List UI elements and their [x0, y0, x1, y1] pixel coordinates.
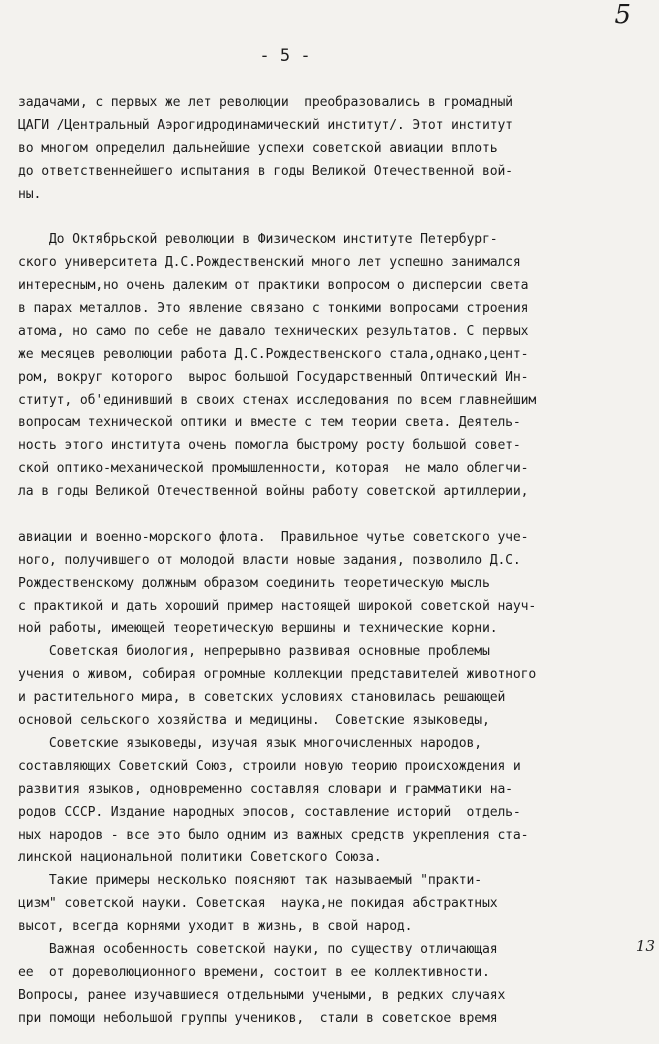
text-line: вопросам технической оптики и вместе с тем теории света. Деятель-: [18, 415, 521, 431]
text-line: во многом определил дальнейшие успехи советской авиации вплоть: [18, 140, 498, 156]
text-line: интересным,но очень далеким от практики вопросом о дисперсии света: [18, 278, 529, 294]
text-line: же месяцев революции работа Д.С.Рождественского стала,однако,цент-: [18, 346, 529, 362]
text-line: основой сельского хозяйства и медицины. Советские языковеды,: [18, 713, 490, 729]
text-line: при помощи небольшой группы учеников, стали в советское время: [18, 1010, 498, 1026]
text-line: авиации и военно-морского флота. Правильное чутье советского уче-: [18, 529, 529, 545]
text-line: ЦАГИ /Центральный Аэрогидродинамический институт/. Этот институт: [18, 117, 513, 133]
text-line: до ответственнейшего испытания в годы Великой Отечественной вой-: [18, 163, 513, 179]
text-line: ститут, об'единивший в своих стенах исследования по всем главнейшим: [18, 392, 537, 408]
text-line: линской национальной политики Советского Союза.: [18, 850, 382, 866]
text-line: учения о живом, собирая огромные коллекции представителей животного: [18, 667, 537, 683]
text-line: составляющих Советский Союз, строили новую теорию происхождения и: [18, 758, 521, 774]
text-line: цизм" советской науки. Советская наука,не покидая абстрактных: [18, 896, 498, 912]
page-number: - 5 -: [259, 46, 311, 66]
text-line: [18, 504, 658, 527]
text-line: До Октябрьской революции в Физическом институте Петербург-: [18, 232, 498, 248]
text-line: в парах металлов. Это явление связано с тонкими вопросами строения: [18, 301, 529, 317]
text-line: ее от дореволюционного времени, состоит в ее коллективности.: [18, 964, 490, 980]
text-line: ных народов - все это было одним из важных средств укрепления ста-: [18, 827, 529, 843]
text-line: Вопросы, ранее изучавшиеся отдельными учеными, в редких случаях: [18, 987, 506, 1003]
text-line: задачами, с первых же лет революции преобразовались в громадный: [18, 95, 513, 110]
text-line: ной работы, имеющей теоретическую вершины и технические корни.: [18, 621, 498, 637]
text-line: с практикой и дать хороший пример настоящей широкой советской науч-: [18, 598, 537, 614]
text-line: Важная особенность советской науки, по существу отличающая: [18, 941, 498, 957]
text-line: [18, 206, 658, 229]
text-line: Советская биология, непрерывно развивая основные проблемы: [18, 644, 490, 660]
text-line: Советские языковеды, изучая язык многочисленных народов,: [18, 735, 482, 751]
text-line: родов СССР. Издание народных эпосов, составление историй отдель-: [18, 804, 521, 820]
text-line: Рождественскому должным образом соединить теоретическую мысль: [18, 575, 490, 591]
text-line: атома, но само по себе не давало технических результатов. С первых: [18, 323, 529, 339]
text-line: ского университета Д.С.Рождественский много лет успешно занимался: [18, 255, 521, 271]
text-line: развития языков, одновременно составляя словари и грамматики на-: [18, 781, 513, 797]
text-line: и растительного мира, в советских условиях становилась решающей: [18, 690, 506, 706]
handwritten-page-number: 5: [614, 0, 631, 30]
margin-mark: 13: [635, 937, 655, 955]
text-line: ность этого института очень помогла быстрому росту большой совет-: [18, 438, 521, 454]
text-line: ской оптико-механической промышленности, которая не мало облегчи-: [18, 461, 529, 477]
text-line: высот, всегда корнями уходит в жизнь, в свой народ.: [18, 919, 413, 935]
text-line: ны.: [18, 186, 42, 202]
body-text: [18, 92, 658, 1031]
text-line: ла в годы Великой Отечественной войны работу советской артиллерии,: [18, 484, 529, 500]
text-line: ром, вокруг которого вырос большой Государственный Оптический Ин-: [18, 369, 529, 385]
text-line: Такие примеры несколько поясняют так называемый "практи-: [18, 873, 482, 889]
text-line: ного, получившего от молодой власти новые задания, позволило Д.С.: [18, 552, 521, 568]
